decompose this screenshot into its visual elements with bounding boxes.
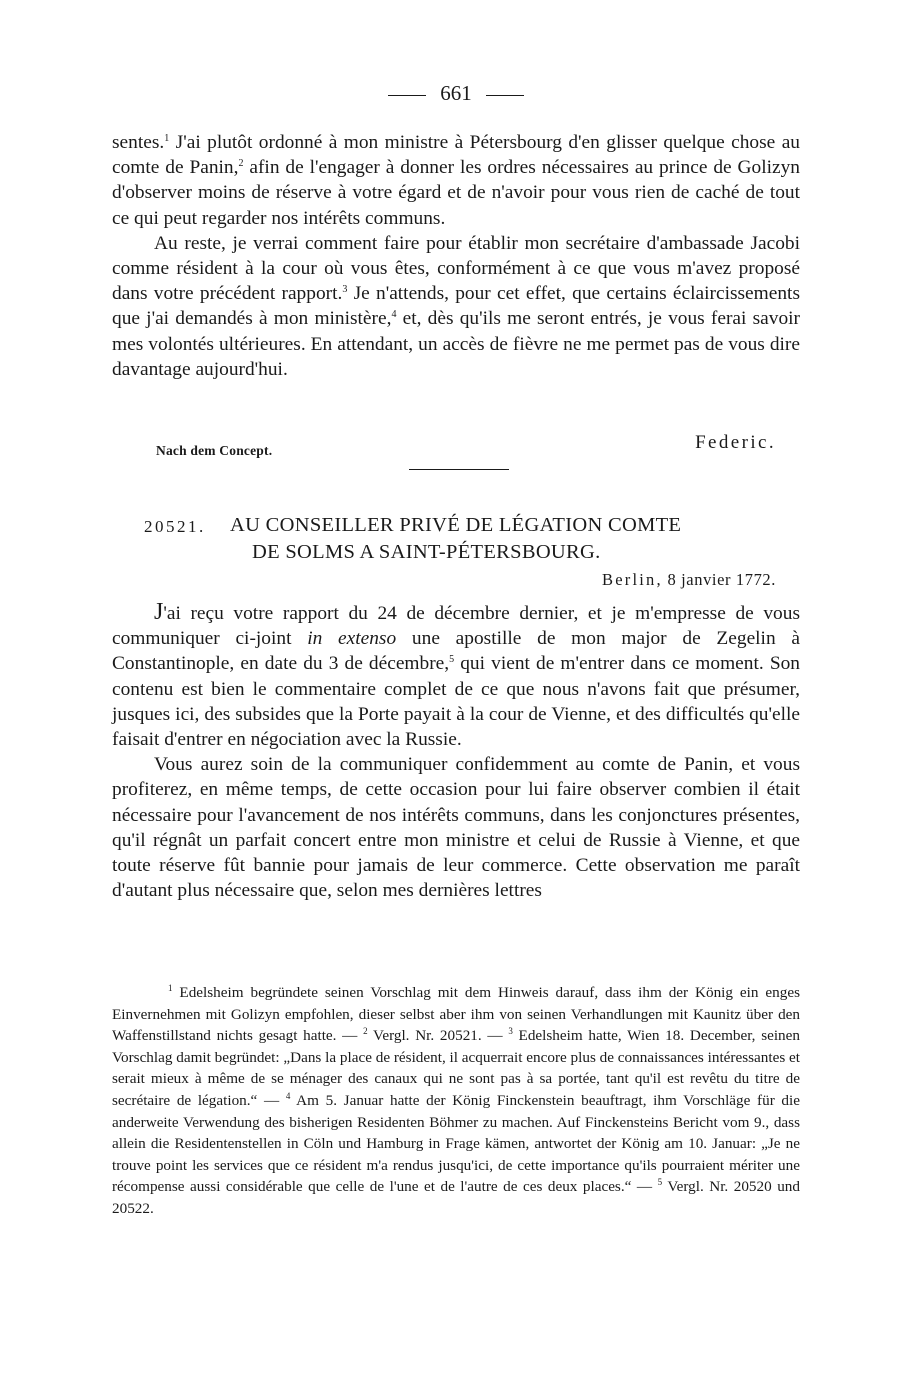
footnote-mark-2: 2 [363, 1026, 368, 1037]
letter-paragraph-1 [112, 600, 800, 752]
letter-paragraph-2: Vous aurez soin de la communiquer confidemment au comte de Panin, et vous profiterez, en même temps, de cette occasion pour lui faire observer combien il était nécessaire pour l'avancement de nos intérêts communs, dans les conjonctures présentes, qu'il régnât un parfait concert entre mon ministre et celui de Russie à Vienne, et que toute réserve fût bannie pour jamais de leur commerce. Cette observation me paraît d'autant plus nécessaire que, selon mes dernières lettres [112, 754, 800, 902]
continuation-paragraph-2 [112, 231, 800, 382]
footnote-ref-3: 3 [342, 284, 348, 296]
initial-letter: J [154, 599, 164, 625]
text-run: Je n'attends, pour cet effet, que certains éclaircissements que j'ai demandés à mon ministère, [112, 283, 800, 330]
text-run: et, dès qu'ils me seront entrés, je vous ferai savoir mes volontés ultérieures. En attendant, un accès de fièvre ne me permet pas de vous dire davantage aujourd'hui. [112, 308, 801, 380]
footnote-ref-1: 1 [164, 133, 170, 144]
page-header [112, 80, 800, 106]
footnote-mark-3: 3 [508, 1026, 513, 1037]
section-divider [409, 469, 509, 470]
text-run: Au reste, je verrai comment faire pour établir mon secrétaire d'ambassade Jacobi comme résident à la cour où vous êtes, conformément à ce que vous m'avez proposé dans votre précédent rapport. [112, 232, 800, 305]
footnote-mark-1: 1 [168, 983, 173, 993]
dateline [602, 570, 776, 590]
footnote-mark-5: 5 [657, 1177, 663, 1188]
text-run: afin de l'engager à donner les ordres nécessaires au prince de Golizyn d'observer moins de réserve à votre égard et de n'avoir pour vous rien de caché de tout ce qui peut regarder nos intérêts communs. [112, 157, 800, 229]
footnote-ref-5: 5 [449, 654, 455, 666]
letter-body [112, 600, 800, 903]
text-run: sentes. [112, 132, 165, 153]
footnote-ref-4: 4 [391, 309, 397, 321]
italic-phrase: in extenso [307, 628, 397, 650]
footnote-4: Am 5. Januar hatte der König Finckenstein beauftragt, ihm Vorschläge für die anderweite Verwendung des bisherigen Residenten Böhmer zu machen. Auf Finckensteins Bericht vom 9., dass allein die Residentenstellen in Cöln und Hamburg in Frage kämen, antwortet der König am 10. Januar: „Je ne trouve point les services que ce résident m'a rendus jusqu'ici, de cette importance qu'ils pourraient mériter une récompense aussi considérable que celle de l'une et de l'autre de ces deux places.“ — [112, 1091, 800, 1196]
document-title-line-2: DE SOLMS A SAINT-PÉTERSBOURG. [252, 541, 601, 563]
footnote-5: Vergl. Nr. 20520 und 20522. [112, 1178, 800, 1217]
text-run: 'ai reçu votre rapport du 24 de décembre dernier, et je m'empresse de vous communiquer ci-joint [112, 603, 800, 650]
dateline-city: Berlin, [602, 570, 663, 589]
continuation-text [112, 130, 800, 382]
header-dash-left [388, 95, 426, 96]
text-run: qui vient de m'entrer dans ce moment. Son contenu est bien le commentaire complet de ce que nous n'avons fait que présumer, jusques ici, des subsides que la Porte payait à la cour de Vienne, et des difficultés qu'elle faisait d'entrer en négociation avec la Russie. [112, 653, 800, 751]
signature: Federic. [695, 432, 776, 453]
text-run: J'ai plutôt ordonné à mon ministre à Pétersbourg d'en glisser quelque chose au comte de Panin, [112, 132, 800, 179]
footnote-2: Vergl. Nr. 20521. — [367, 1027, 509, 1045]
document-title-line-1: AU CONSEILLER PRIVÉ DE LÉGATION COMTE [230, 514, 682, 536]
signature-row [112, 432, 800, 458]
continuation-paragraph-1 [112, 130, 800, 231]
source-note: Nach dem Concept. [156, 443, 273, 458]
footnote-mark-4: 4 [285, 1090, 291, 1101]
header-dash-right [486, 95, 524, 96]
page-number: 661 [440, 81, 472, 105]
dateline-date: 8 janvier 1772. [662, 570, 776, 589]
footnote-1: Edelsheim begründete seinen Vorschlag mit dem Hinweis darauf, dass ihm der König ein enges Einvernehmen mit Golizyn empfohlen, dieser selbst aber ihm von seinen Verhandlungen mit Kaunitz über den Waffenstillstand nichts gesagt hatte. — [112, 984, 800, 1045]
footnotes [112, 982, 800, 1220]
document-number: 20521. [144, 517, 206, 536]
footnotes-block [112, 982, 800, 1220]
text-run: une apostille de mon major de Zegelin à Constantinople, en date du 3 de décembre, [112, 628, 800, 675]
footnote-ref-2: 2 [238, 158, 244, 170]
footnote-3: Edelsheim hatte, Wien 18. December, seinen Vorschlag damit begründet: „Dans la place de résident, il acquerrait encore plus de connaissances intéressantes et serait mieux à même de se ménager des canaux qui ne sont pas à sa portée, tant qu'il est revêtu du titre de secrétaire de légation.“ — [112, 1027, 800, 1109]
